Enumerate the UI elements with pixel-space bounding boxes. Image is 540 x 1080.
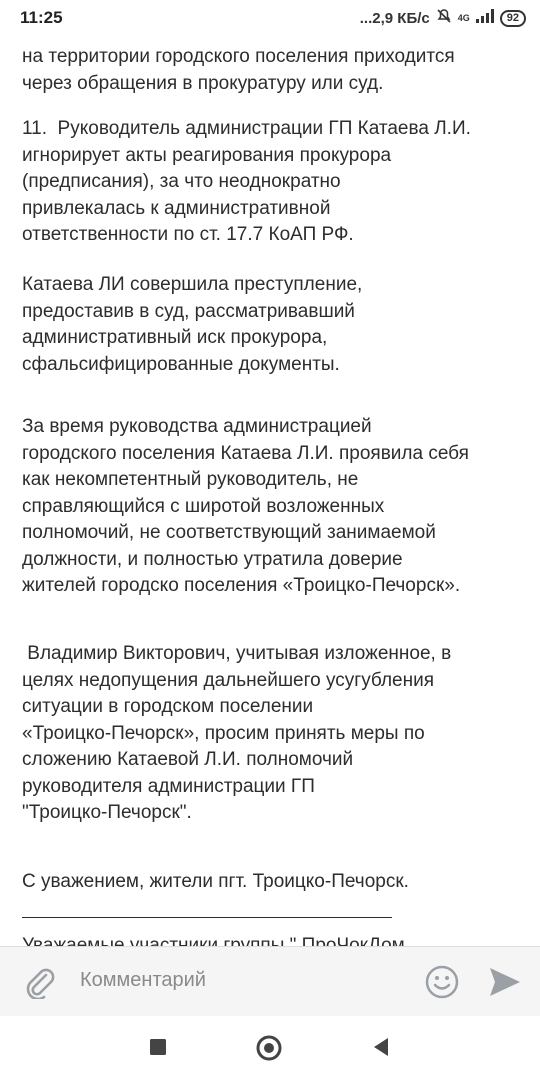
post-paragraph-request: Владимир Викторович, учитывая изложенное, в целях недопущения дальнейшего усугубления ситуации в городском поселении «Троицко-Печорск», просим принять меры по сложению Катаевой Л.И. полномочий руководителя администрации ГП "Троицко-Печорск". [22, 643, 452, 823]
status-right [360, 8, 526, 28]
mute-icon [436, 8, 452, 28]
text-divider-line [22, 917, 392, 918]
send-icon[interactable] [488, 966, 522, 1003]
post-paragraph-signature: С уважением, жители пгт. Троицко-Печорск. [22, 871, 409, 892]
post-paragraph-cut-top: на территории городского поселения приходится через обращения в прокуратуру или суд. [22, 46, 455, 94]
smiley-icon[interactable] [424, 964, 460, 1005]
triangle-back-icon[interactable] [372, 1037, 390, 1062]
comment-input[interactable]: Комментарий [80, 969, 206, 991]
status-time: 11:25 [20, 8, 63, 27]
paperclip-icon[interactable] [22, 965, 56, 1004]
status-bar [0, 0, 540, 36]
post-paragraph-leadership: За время руководства администрацией городского поселения Катаева Л.И. проявила себя как некомпетентный руководитель, не справляющийся с широтой возложенных полномочий, не соответствующий занимаемой должности, и полностью утратила доверие жителей городско поселения «Троицко-Печорск». [22, 416, 469, 596]
square-icon[interactable] [149, 1038, 167, 1061]
signal-icon [476, 9, 494, 27]
battery-indicator: 92 [500, 10, 526, 27]
post-content [22, 0, 522, 936]
circle-icon[interactable] [256, 1035, 282, 1066]
comment-bar [0, 946, 540, 1017]
system-navigation-bar [0, 1016, 540, 1080]
post-paragraph-crime: Катаева ЛИ совершила преступление, предоставив в суд, рассматривавший административный иск прокурора, сфальсифицированные документы. [22, 274, 363, 375]
network-type: 4G [457, 12, 470, 23]
post-paragraph-11: 11. Руководитель администрации ГП Катаева Л.И. игнорирует акты реагирования прокурора (предписания), за что неоднократно привлекалась к административной ответственности по ст. 17.7 КоАП РФ. [22, 118, 471, 245]
network-speed: ...2,9 КБ/с [359, 9, 430, 27]
